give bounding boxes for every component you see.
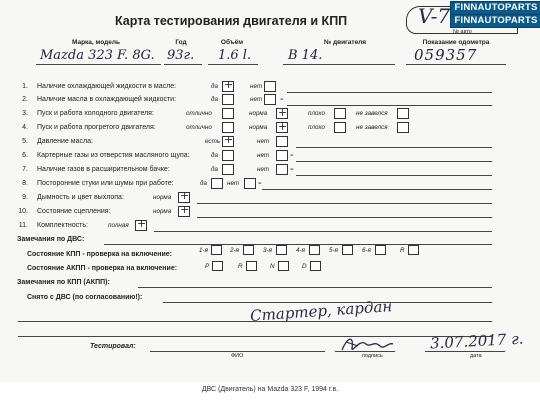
row-2-label: Наличие масла в охлаждающей жидкости: (37, 96, 177, 103)
row-10-mark: + (180, 203, 190, 216)
row-9-num: 9. (22, 194, 28, 201)
row-5-line (296, 147, 492, 148)
kpp-manual-label: Состояние КПП - проверка на включение: (27, 251, 172, 258)
date-handwriting: 3.07.2017 г. (429, 329, 524, 353)
row-7-num: 7. (22, 166, 28, 173)
row-7-opt-no: нет (257, 166, 270, 173)
photo-caption: ДВС (Двигатель) на Mazda 323 F, 1994 г.в. (201, 386, 339, 393)
row-8-box-no[interactable] (244, 178, 256, 189)
underline-volume (208, 64, 258, 65)
model-value: Mazda 323 F. 8G. (40, 48, 155, 63)
row-11-line (154, 231, 492, 232)
row-5-num: 5. (22, 138, 28, 145)
row-3-opt-normal: норма (249, 110, 268, 117)
row-4-opt-normal: норма (249, 124, 268, 131)
tested-fio-line (150, 351, 325, 352)
row-4-mark: + (278, 120, 288, 133)
gear-5-label: 5-я (329, 247, 338, 254)
row-4-box-bad[interactable] (334, 122, 346, 133)
gear-r-box[interactable] (408, 245, 419, 255)
row-1-box-no[interactable] (264, 81, 276, 92)
remarks-dvs-label: Замечания по ДВС: (17, 236, 85, 243)
auto-p-label: P (205, 263, 210, 270)
row-9-line (197, 203, 492, 204)
row-6-opt-no: нет (257, 152, 270, 159)
removed-handwriting: Стартер, кардан (249, 297, 393, 325)
row-3-box-excellent[interactable] (222, 108, 234, 119)
header-engine-no: № двигателя (323, 39, 367, 46)
underline-engine (283, 64, 395, 65)
date-label: дата (470, 353, 482, 359)
signature (338, 334, 396, 356)
volume-value: 1.6 l. (218, 48, 252, 63)
row-2-mark: - (280, 92, 284, 105)
auto-n-label: N (270, 263, 275, 270)
auto-n-box[interactable] (278, 261, 289, 271)
row-6-box-yes[interactable] (222, 150, 234, 161)
row-10-opt-normal: норма (153, 208, 172, 215)
car-number-label: № авто (453, 29, 472, 35)
gear-r-label: R (400, 247, 405, 254)
auto-r-box[interactable] (246, 261, 257, 271)
row-4-label: Пуск и работа прогретого двигателя: (37, 124, 156, 131)
row-7-line (296, 175, 492, 176)
row-5-opt-yes: есть (205, 138, 221, 145)
gear-4-box[interactable] (309, 245, 320, 255)
odometer-value: 059357 (414, 46, 478, 64)
gear-3-label: 3-я (263, 247, 272, 254)
row-9-mark: + (180, 189, 190, 202)
header-odometer: Показание одометра (422, 39, 490, 46)
header-model: Марка, модель (71, 39, 121, 46)
row-4-num: 4. (22, 124, 28, 131)
row-8-opt-no: нет (227, 180, 240, 187)
row-5-label: Давление масла: (37, 138, 93, 145)
gear-3-box[interactable] (276, 245, 287, 255)
row-10-label: Состояние сцепления: (37, 208, 111, 215)
removed-line-3 (18, 336, 492, 337)
gear-1-box[interactable] (211, 245, 222, 255)
row-11-num: 11. (18, 222, 28, 229)
row-9-opt-normal: норма (153, 194, 172, 201)
row-10-line (197, 217, 492, 218)
row-4-box-excellent[interactable] (222, 122, 234, 133)
row-1-opt-yes: да (211, 83, 218, 90)
fio-label: ФИО (231, 353, 244, 359)
remarks-kpp-line (138, 287, 492, 288)
tested-label: Тестировал: (90, 343, 136, 350)
row-3-opt-excellent: отлично (186, 110, 212, 117)
header-year: Год (175, 39, 187, 46)
year-value: 93г. (167, 48, 195, 63)
gear-6-box[interactable] (375, 245, 386, 255)
gear-5-box[interactable] (342, 245, 353, 255)
row-6-num: 6. (22, 152, 28, 159)
removed-label: Снято с ДВС (по согласованию!): (27, 294, 143, 301)
remarks-dvs-line (104, 244, 492, 245)
row-3-box-bad[interactable] (334, 108, 346, 119)
row-6-label: Картерные газы из отверстия масляного щупа: (37, 152, 190, 159)
row-6-line (296, 161, 492, 162)
row-3-num: 3. (22, 110, 28, 117)
row-8-opt-yes: да (200, 180, 207, 187)
row-11-mark: + (137, 217, 147, 230)
gear-4-label: 4-я (296, 247, 305, 254)
row-3-box-nostart[interactable] (397, 108, 409, 119)
row-8-line (262, 189, 492, 190)
row-1-line (287, 92, 492, 93)
gear-2-label: 2-я (230, 247, 239, 254)
card-title: Карта тестирования двигателя и КПП (115, 14, 348, 28)
gear-1-label: 1-я (199, 247, 208, 254)
kpp-auto-label: Состояние АКПП - проверка на включение: (27, 265, 178, 272)
row-3-mark: + (278, 106, 288, 119)
row-2-num: 2. (22, 96, 28, 103)
row-5-opt-no: нет (257, 138, 270, 145)
row-7-box-yes[interactable] (222, 164, 234, 175)
gear-2-box[interactable] (243, 245, 254, 255)
car-number-handwriting: V-7 (418, 4, 451, 28)
row-4-box-nostart[interactable] (397, 122, 409, 133)
auto-d-label: D (302, 263, 307, 270)
row-7-label: Наличие газов в расширительном бачке: (37, 166, 170, 173)
row-4-opt-bad: плохо (308, 124, 325, 131)
underline-year (164, 64, 202, 65)
auto-r-label: R (238, 263, 243, 270)
row-8-mark: - (258, 176, 262, 189)
engine-no-value: B 14. (288, 48, 323, 63)
row-3-label: Пуск и работа холодного двигателя: (37, 110, 154, 117)
row-2-opt-no: нет (250, 96, 263, 103)
row-7-opt-yes: да (211, 166, 218, 173)
row-10-num: 10. (18, 208, 28, 215)
underline-model (36, 64, 161, 65)
sign-label: подпись (362, 353, 383, 359)
row-8-box-yes[interactable] (211, 178, 223, 189)
row-6-mark: - (290, 148, 294, 161)
row-8-num: 8. (22, 180, 28, 187)
row-4-opt-nostart: не завелся (356, 124, 388, 131)
row-6-box-no[interactable] (276, 150, 288, 161)
row-1-opt-no: нет (250, 83, 263, 90)
header-volume: Объём (220, 39, 244, 46)
row-7-mark: - (290, 162, 294, 175)
row-3-opt-bad: плохо (308, 110, 325, 117)
row-11-opt-full: полная (108, 222, 129, 229)
row-1-label: Наличие охлаждающей жидкости в масле: (37, 83, 177, 90)
gear-6-label: 6-я (362, 247, 371, 254)
row-2-opt-yes: да (211, 96, 218, 103)
row-3-opt-nostart: не завелся (356, 110, 388, 117)
row-2-box-no[interactable] (264, 94, 276, 105)
auto-d-box[interactable] (310, 261, 321, 271)
row-2-line (287, 105, 492, 106)
row-11-label: Комплектность: (37, 222, 88, 229)
row-1-mark: + (224, 78, 234, 91)
row-4-opt-excellent: отлично (186, 124, 212, 131)
row-1-num: 1. (22, 83, 28, 90)
underline-odometer (406, 64, 506, 65)
row-5-mark: + (224, 133, 234, 146)
watermark-bottom: FINNAUTOPARTS (450, 14, 540, 28)
row-2-box-yes[interactable] (222, 94, 234, 105)
row-6-opt-yes: да (211, 152, 218, 159)
row-7-box-no[interactable] (276, 164, 288, 175)
row-8-label: Посторонние стуки или шумы при работе: (37, 180, 174, 187)
watermark-top: FINNAUTOPARTS (450, 1, 540, 15)
remarks-kpp-label: Замечания по КПП (АКПП): (17, 279, 110, 286)
row-9-label: Дымность и цвет выхлопа: (37, 194, 124, 201)
auto-p-box[interactable] (212, 261, 223, 271)
row-5-box-no[interactable] (276, 136, 288, 147)
